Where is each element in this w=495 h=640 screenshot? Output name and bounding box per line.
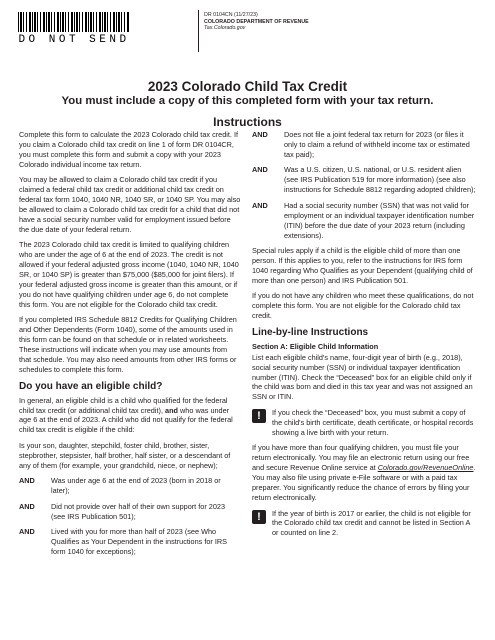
and-label: AND [252, 130, 268, 139]
instructions-heading: Instructions [213, 115, 282, 129]
eligible-child-definition: In general, an eligible child is a child who qualified for the federal child tax credit (or additional child tax credit), and who was under age 6 at the end of 2023. A child who did not qualify for the federal child tax credit is eligible if the child: [19, 395, 233, 435]
barcode-bars [18, 12, 130, 32]
page-subtitle: You must include a copy of this completed form with your tax return. [61, 95, 434, 107]
and-label: AND [252, 165, 268, 175]
department-website: Tax.Colorado.gov [204, 25, 246, 32]
and-label: AND [19, 476, 35, 486]
line-by-line-heading: Line-by-line Instructions [252, 326, 369, 338]
and-text: Did not provide over half of their own support for 2023 (see IRS Publication 501); [51, 501, 226, 521]
and-label: AND [19, 527, 35, 537]
do-not-send-barcode [18, 12, 130, 46]
form-info [204, 12, 309, 32]
and-text: Lived with you for more than half of 2023 (see Who Qualifies as Your Dependent in the instructions for IRS form 1040 for exceptions); [51, 527, 228, 557]
section-a-heading: Section A: Eligible Child Information [252, 341, 379, 351]
deceased-notice-text: If you check the “Deceased” box, you must submit a copy of the child's birth certificate, death certificate, or hospital records showing a live birth with your return. [272, 407, 474, 437]
form-number: DR 0104CN (11/27/23) [204, 12, 258, 18]
and-text: Was a U.S. citizen, U.S. national, or U.S. resident alien (see IRS Publication 519 for more information) (see also instructions for Schedule 8812 regarding adopted children); [284, 165, 476, 195]
and-item [19, 476, 241, 496]
right-column [252, 130, 477, 544]
and-item [252, 201, 477, 241]
exclamation-icon: ! [252, 510, 266, 524]
birth-year-notice [252, 509, 477, 539]
and-item [19, 502, 241, 522]
department-name: COLORADO DEPARTMENT OF REVENUE [204, 18, 309, 25]
and-label: AND [19, 501, 35, 511]
exclamation-icon: ! [252, 409, 266, 423]
section-a-paragraph: List each eligible child's name, four-digit year of birth (e.g., 2018), social security number (SSN) or individual taxpayer identification number (ITIN). Check the “Deceased” box for an eligible child only if the child was born and died in this tax year and was not assigned an SSN or ITIN. [252, 352, 473, 402]
and-item [252, 130, 477, 160]
eligibility-paragraph: You may be allowed to claim a Colorado child tax credit if you claimed a federal child tax credit or additional child tax credit on federal tax form 1040, 1040 NR, 1040 SR, or 1040 SP. You may also be allowed to claim a Colorado child tax credit for a child that did not have a social security number valid for employment issued before the due date of your federal return. [19, 175, 241, 234]
eligible-child-heading: Do you have an eligible child? [19, 380, 163, 392]
revenue-online-link[interactable]: Colorado.gov/RevenueOnline [377, 463, 474, 473]
limits-paragraph: The 2023 Colorado child tax credit is limited to qualifying children who are under the age of 6 at the end of 2023. The credit is not allowed if your federal adjusted gross income (1040, 1040 NR, 1040 SR, or 1040 SP) is greater than $75,000 ($85,000 for joint filers). If your federal adjusted gross income is greater than this amount, or if you do not have qualifying children under age 6, do not complete this form. You are not eligible for the Colorado child tax credit. [19, 240, 239, 309]
electronic-filing-paragraph: If you have more than four qualifying children, you must file your return electronically. You may file an electronic return using our free and secure Revenue Online service at Colorado.gov/RevenueOnline. You may also file using private e-File software or with a paid tax preparer. You significantly reduce the chance of errors by filing your return electronically. [252, 443, 476, 502]
header-divider [198, 10, 199, 52]
and-text: Had a social security number (SSN) that was not valid for employment or an individual taxpayer identification number (ITIN) before the due date of your 2023 return (including extensions). [284, 200, 475, 240]
and-item [252, 165, 477, 195]
page-title: 2023 Colorado Child Tax Credit [147, 79, 348, 94]
birth-year-notice-text: If the year of birth is 2017 or earlier, the child is not eligible for the Colorado child tax credit and cannot be listed in Section A or counted on line 2. [272, 508, 471, 538]
relationship-paragraph: Is your son, daughter, stepchild, foster child, brother, sister, stepbrother, stepsister, half brother, half sister, or a descendant of any of them (for example, your grandchild, niece, or nephew); [19, 440, 231, 470]
and-item [19, 527, 241, 557]
and-label: AND [252, 200, 268, 210]
deceased-notice [252, 408, 477, 438]
left-column [19, 130, 241, 563]
special-rules-paragraph: Special rules apply if a child is the eligible child of more than one person. If this applies to you, refer to the instructions for IRS form 1040 regarding Who Qualifies as your Dependent (qualifying child of more than one person) and IRS Publication 501. [252, 246, 473, 285]
barcode-text: DO NOT SEND [18, 34, 130, 46]
schedule-8812-paragraph: If you completed IRS Schedule 8812 Credits for Qualifying Children and Other Dependents (Form 1040), some of the amounts used in this form can be found on that schedule or in related worksheets. These instructions will indicate when you may use amounts from that schedule. You may also need amounts from other IRS forms or schedules to complete this form. [19, 315, 237, 374]
and-text: Does not file a joint federal tax return for 2023 (or files it only to claim a refund of withheld income tax or estimated tax paid); [284, 130, 470, 159]
and-text: Was under age 6 at the end of 2023 (born in 2018 or later); [51, 476, 221, 496]
intro-paragraph: Complete this form to calculate the 2023 Colorado child tax credit. If you claim a Colorado child tax credit on line 1 of form DR 0104CR, you must complete this form and submit a copy with your 2023 Colorado individual income tax return. [19, 130, 239, 169]
no-qualifying-children-paragraph: If you do not have any children who meet these qualifications, do not complete this form. You are not eligible for the Colorado child tax credit. [252, 291, 474, 321]
